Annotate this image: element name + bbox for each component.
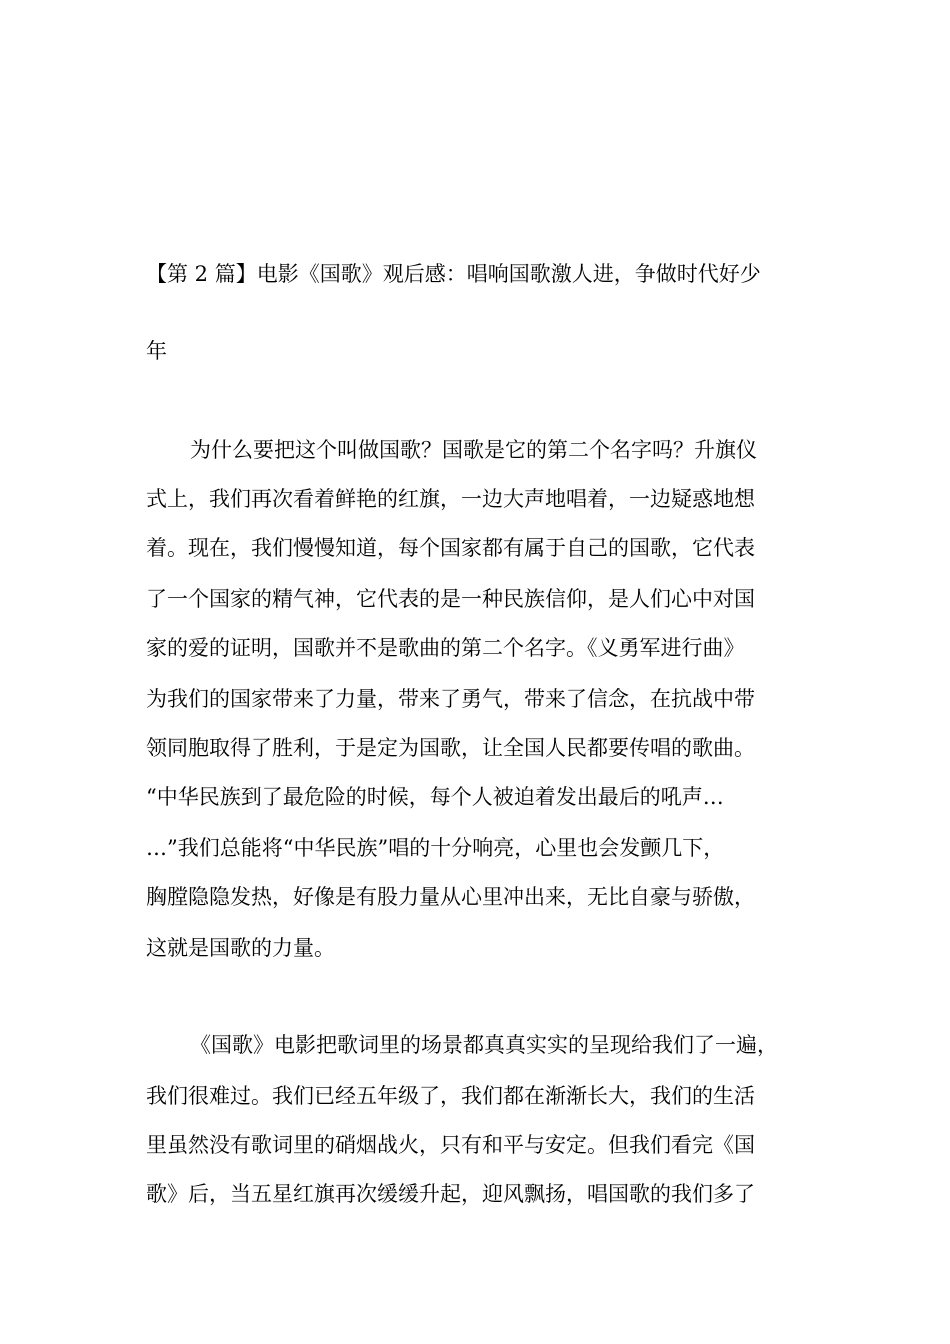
paragraph-1-line: 为什么要把这个叫做国歌？国歌是它的第二个名字吗？升旗仪 <box>190 438 757 462</box>
paragraph-1-line: “中华民族到了最危险的时候，每个人被迫着发出最后的吼声… <box>146 785 724 809</box>
paragraph-2-line: 我们很难过。我们已经五年级了，我们都在渐渐长大，我们的生活 <box>146 1084 755 1108</box>
paragraph-2-line: 里虽然没有歌词里的硝烟战火，只有和平与安定。但我们看完《国 <box>146 1133 755 1157</box>
paragraph-1-line: 了一个国家的精气神，它代表的是一种民族信仰，是人们心中对国 <box>146 587 755 611</box>
paragraph-1-line: 家的爱的证明，国歌并不是歌曲的第二个名字。《义勇军进行曲》 <box>146 636 745 660</box>
article-title-line-2: 年 <box>146 339 167 363</box>
paragraph-1-line: 着。现在，我们慢慢知道，每个国家都有属于自己的国歌，它代表 <box>146 536 755 560</box>
paragraph-1-line: 胸膛隐隐发热，好像是有股力量从心里冲出来，无比自豪与骄傲， <box>146 885 755 909</box>
article-title-line-1: 【第 2 篇】电影《国歌》观后感：唱响国歌激人进，争做时代好少 <box>146 262 761 286</box>
paragraph-1-line: 为我们的国家带来了力量，带来了勇气，带来了信念，在抗战中带 <box>146 687 755 711</box>
paragraph-1-line: 领同胞取得了胜利，于是定为国歌，让全国人民都要传唱的歌曲。 <box>146 736 755 760</box>
paragraph-1-line: 这就是国歌的力量。 <box>146 936 335 960</box>
paragraph-1-line: 式上，我们再次看着鲜艳的红旗，一边大声地唱着，一边疑惑地想 <box>146 487 755 511</box>
paragraph-2-line: 《国歌》电影把歌词里的场景都真真实实的呈现给我们了一遍， <box>190 1033 778 1057</box>
paragraph-1-line: …”我们总能将“中华民族”唱的十分响亮，心里也会发颤几下， <box>146 836 725 860</box>
paragraph-2-line: 歌》后，当五星红旗再次缓缓升起，迎风飘扬，唱国歌的我们多了 <box>146 1182 755 1206</box>
